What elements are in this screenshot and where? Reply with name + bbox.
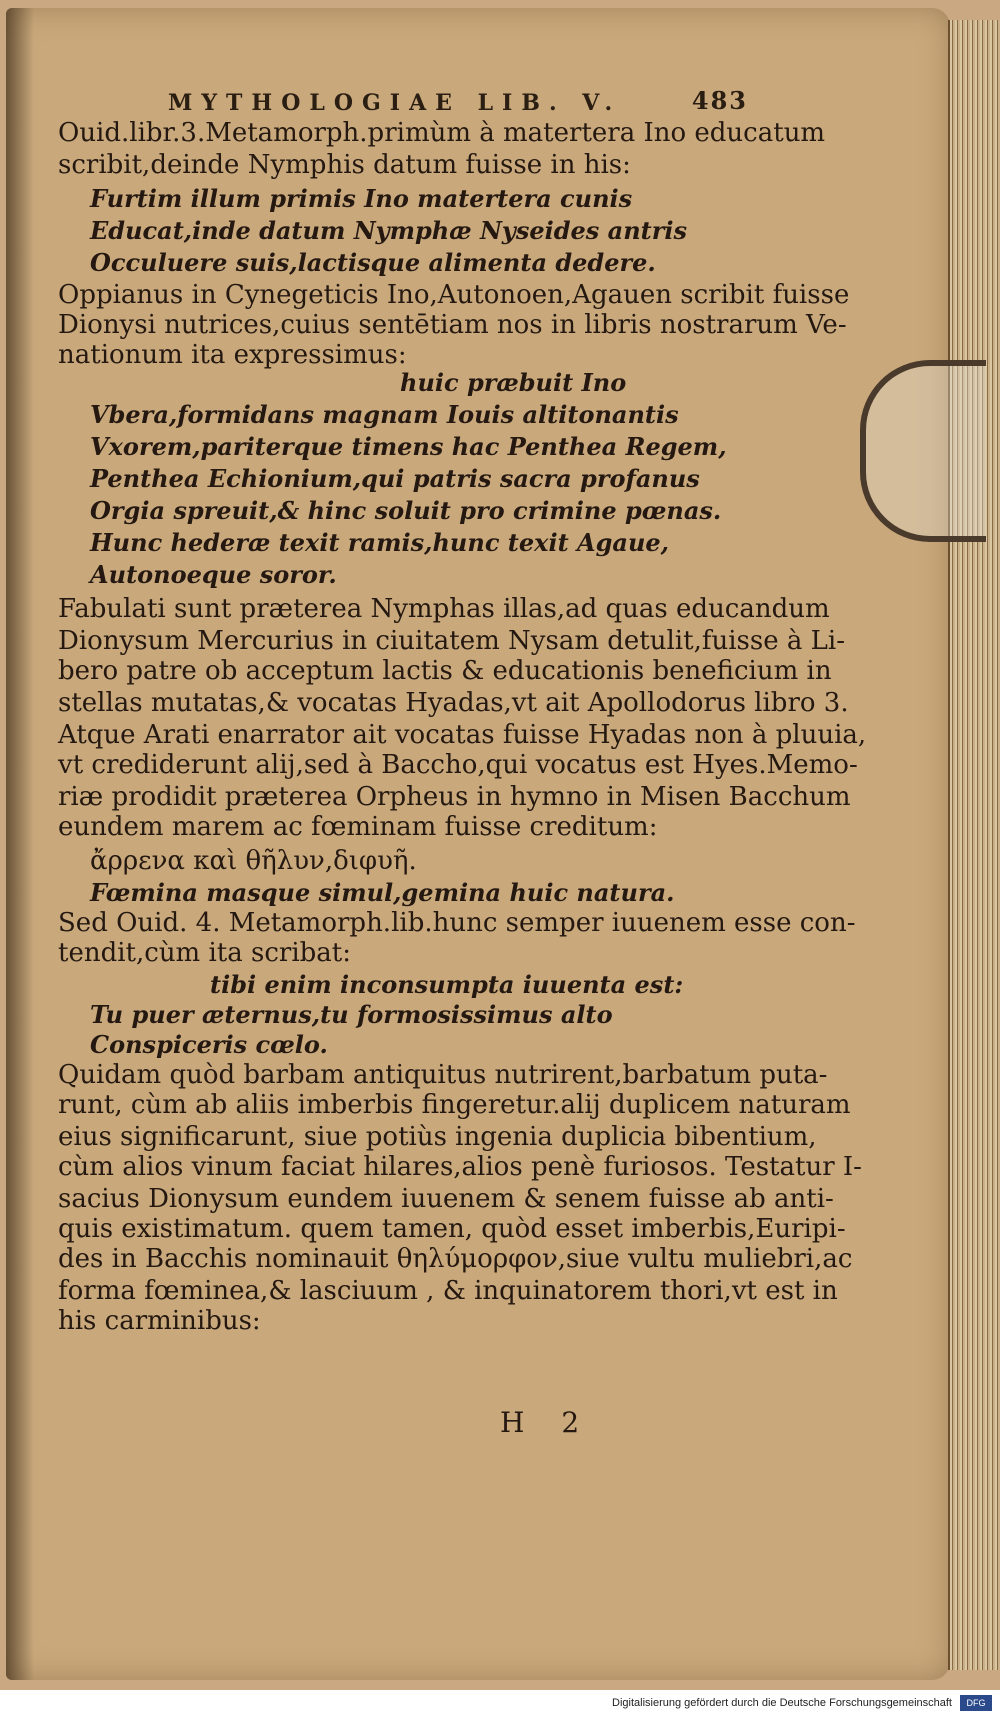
text-line: Fabulati sunt præterea Nymphas illas,ad quas educandum: [58, 594, 830, 624]
page-clip: [860, 360, 986, 542]
page-edges: [948, 20, 1000, 1670]
text-line: Dionysi nutrices,cuius sentētiam nos in libris nostrarum Ve-: [58, 310, 847, 340]
text-line: quis existimatum. quem tamen, quòd esset imberbis,Euripi-: [58, 1214, 846, 1244]
text-line: forma fœminea,& lasciuum , & inquinatorem thori,vt est in: [58, 1276, 838, 1306]
text-line: vt crediderunt alij,sed à Baccho,qui vocatus est Hyes.Memo-: [58, 750, 858, 780]
text-line: Dionysum Mercurius in ciuitatem Nysam detulit,fuisse à Li-: [58, 626, 845, 656]
text-line: eundem marem ac fœminam fuisse creditum:: [58, 812, 658, 842]
footer-credit: Digitalisierung gefördert durch die Deutsche Forschungsgemeinschaft: [612, 1697, 952, 1709]
text-line: his carminibus:: [58, 1306, 261, 1336]
text-line: Autonoeque soror.: [90, 560, 337, 589]
text-line: runt, cùm ab aliis imberbis fingeretur.alij duplicem naturam: [58, 1090, 851, 1120]
page-number: 483: [691, 86, 748, 115]
text-line: sacius Dionysum eundem iuuenem & senem fuisse ab anti-: [58, 1184, 834, 1214]
text-line: Educat,inde datum Nymphæ Nyseides antris: [90, 216, 687, 245]
text-line: Oppianus in Cynegeticis Ino,Autonoen,Agauen scribit fuisse: [58, 280, 850, 310]
signature-mark: H 2: [500, 1406, 594, 1439]
text-line: Conspiceris cœlo.: [90, 1030, 328, 1059]
text-line: tendit,cùm ita scribat:: [58, 938, 352, 968]
digitization-footer: [0, 1690, 1000, 1717]
text-line: Furtim illum primis Ino matertera cunis: [90, 184, 633, 213]
text-line: Atque Arati enarrator ait vocatas fuisse Hyadas non à pluuia,: [58, 720, 867, 750]
text-line: huic præbuit Ino: [400, 368, 627, 397]
text-line: eius significarunt, siue potiùs ingenia duplicia bibentium,: [58, 1122, 817, 1152]
text-line: Hunc hederæ texit ramis,hunc texit Agaue,: [90, 528, 670, 557]
text-line: Orgia spreuit,& hinc soluit pro crimine pœnas.: [90, 496, 722, 525]
text-line: Quidam quòd barbam antiquitus nutrirent,barbatum puta-: [58, 1060, 828, 1090]
text-line: cùm alios vinum faciat hilares,alios penè furiosos. Testatur I-: [58, 1152, 862, 1182]
text-line: Tu puer æternus,tu formosissimus alto: [90, 1000, 613, 1029]
text-line: Ouid.libr.3.Metamorph.primùm à matertera Ino educatum: [58, 118, 826, 148]
spine-shadow: [6, 8, 34, 1680]
text-line: ἄρρενα καὶ θῆλυν,διφυῆ.: [90, 846, 417, 876]
text-line: bero patre ob acceptum lactis & educationis beneficium in: [58, 656, 832, 686]
text-line: des in Bacchis nominauit θηλύμορφον,siue vultu muliebri,ac: [58, 1244, 853, 1274]
text-line: Fœmina masque simul,gemina huic natura.: [90, 878, 675, 907]
text-line: Penthea Echionium,qui patris sacra profanus: [90, 464, 700, 493]
dfg-logo: DFG: [960, 1695, 992, 1711]
text-line: nationum ita expressimus:: [58, 340, 407, 370]
text-line: riæ prodidit præterea Orpheus in hymno in Misen Bacchum: [58, 782, 851, 812]
running-title: MYTHOLOGIAE LIB. V.: [168, 90, 622, 116]
text-line: Vbera,formidans magnam Iouis altitonantis: [90, 400, 679, 429]
text-line: stellas mutatas,& vocatas Hyadas,vt ait Apollodorus libro 3.: [58, 688, 849, 718]
text-line: scribit,deinde Nymphis datum fuisse in his:: [58, 150, 631, 180]
text-line: Occuluere suis,lactisque alimenta dedere.: [90, 248, 656, 277]
text-line: tibi enim inconsumpta iuuenta est:: [210, 970, 684, 999]
text-line: Sed Ouid. 4. Metamorph.lib.hunc semper iuuenem esse con-: [58, 908, 856, 938]
text-line: Vxorem,pariterque timens hac Penthea Regem,: [90, 432, 727, 461]
